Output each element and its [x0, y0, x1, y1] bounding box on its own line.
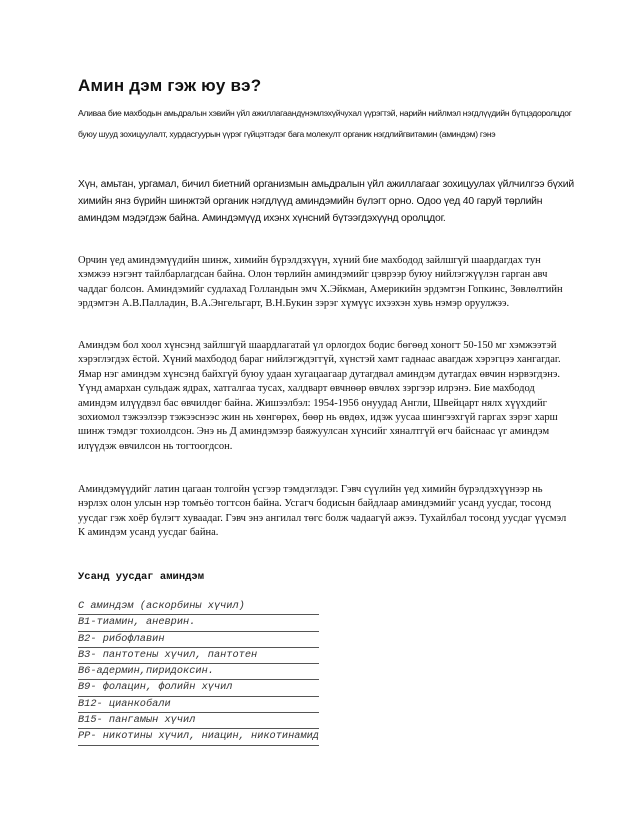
list-item: РР- никотины хүчил, ниацин, никотинамид	[78, 729, 319, 745]
list-item: В6-адермин,пиридоксин.	[78, 664, 319, 680]
intro-paragraph: Аливаа бие махбодын амьдралын хэвийн үйл ажиллагаандүнэмлэхүйчухал үүрэгтэй, нарийн нийлмэл нэгдлүүдийн бүтцэдоролцдог буюу шууд зохицуулалт, хурдасгуурын үүрэг гүйцэтгэдэг бага молекулт органик нэгдлийгвитамин (аминдэм) гэнэ	[78, 108, 572, 139]
list-item: В3- пантотены хүчил, пантотен	[78, 648, 319, 664]
page-title: Амин дэм гэж юу вэ?	[78, 76, 262, 95]
overview-paragraph: Хүн, амьтан, ургамал, бичил биетний организмын амьдралын үйл ажиллагааг зохицуулах үйлчилгээ бүхий химийн янз бүрийн шинжтэй органик нэгдлүүд аминдэмийн бүлэгт орно. Одоо үед 40 гаруй төрлийн аминдэм мэдэгдэж байна. Аминдэмүүд ихэнх хүнсний бүтээгдэхүүнд оролцдог.	[78, 179, 574, 224]
section-heading: Усанд уусдаг аминдэм	[78, 571, 205, 583]
vitamin-list	[78, 599, 319, 746]
list-item: В15- пангамын хүчил	[78, 713, 319, 729]
classification-paragraph: Аминдэмүүдийг латин цагаан толгойн үсгээр тэмдэглэдэг. Гэвч сүүлийн үед химийн бүрэлдэхүүнээр нь нэрлэх олон улсын нэр томъёо тогтсон байна. Усгагч бодисын байдлаар аминдэмийг усанд уусдаг, тосонд уусдаг гэж хоёр бүлэгт хуваадаг. Гэвч энэ ангилал төгс болж чадаагүй ажээ. Тухайлбал тосонд уусдаг үүсмэл К аминдэм усанд уусдаг байна.	[78, 484, 567, 539]
list-item: В12- цианкобали	[78, 697, 319, 713]
history-paragraph: Орчин үед аминдэмүүдийн шинж, химийн бүрэлдэхүүн, хүний бие махбодод зайлшгүй шаардагдах тун хэмжээ нэгэнт тайлбарлагдсан байна. Олон төрлийн аминдэмийг цэврээр буюу нийлэгжүүлэн гарган авч чаддаг болсон. Аминдэмийг судлахад Голландын эмч Х.Эйкман, Америкийн эрдэмтэн Гопкинс, Зөвлөлтийн эрдэмтэн А.В.Палладин, В.А.Энгельгарт, В.Н.Букин зэрэг хүмүүс ихээхэн хувь нэмэр оруулжээ.	[78, 255, 563, 310]
list-item: В9- фолацин, фолийн хүчил	[78, 680, 319, 696]
list-item: В1-тиамин, аневрин.	[78, 615, 319, 631]
list-item: С аминдэм (аскорбины хүчил)	[78, 599, 319, 615]
deficiency-paragraph: Аминдэм бол хоол хүнсэнд зайлшгүй шаардлагатай үл орлогдох бодис бөгөөд хоногт 50-150 мг хэмжээтэй хэрэглэгдэх ёстой. Хүний махбодод бараг нийлэгждэггүй, хүнстэй хамт гаднаас авагдаж хэрэгцээ хангагдаг. Ямар нэг аминдэм хүнсэнд байхгүй буюу удаан хугацаагаар дутагдвал аминдэм дутагдах өвчин нэрвэгдэнэ. Үүнд амархан сульдаж ядрах, хатгалгаа тусах, халдварт өвчнөөр өвчлөх зэргээр илрэнэ. Бие махбодод аминдэм илүүдвэл бас өвчилдөг байна. Жишээлбэл: 1954-1956 онуудад Англи, Швейцарт нялх хүүхдийг зохиомол тэжээлээр тэжээснээс жин нь хөнгөрөх, бөөр нь өвдөх, идэж уусаа шингээхгүй гаргах зэрэг харш шинж тэмдэг тохиолдсон. Энэ нь Д аминдэмээр баяжуулсан хүнсийг хяналтгүй өгч байснаас үг аминдэм илүүдэж өвчилсон нь тогтоогдсон.	[78, 340, 561, 452]
list-item: В2- рибофлавин	[78, 632, 319, 648]
